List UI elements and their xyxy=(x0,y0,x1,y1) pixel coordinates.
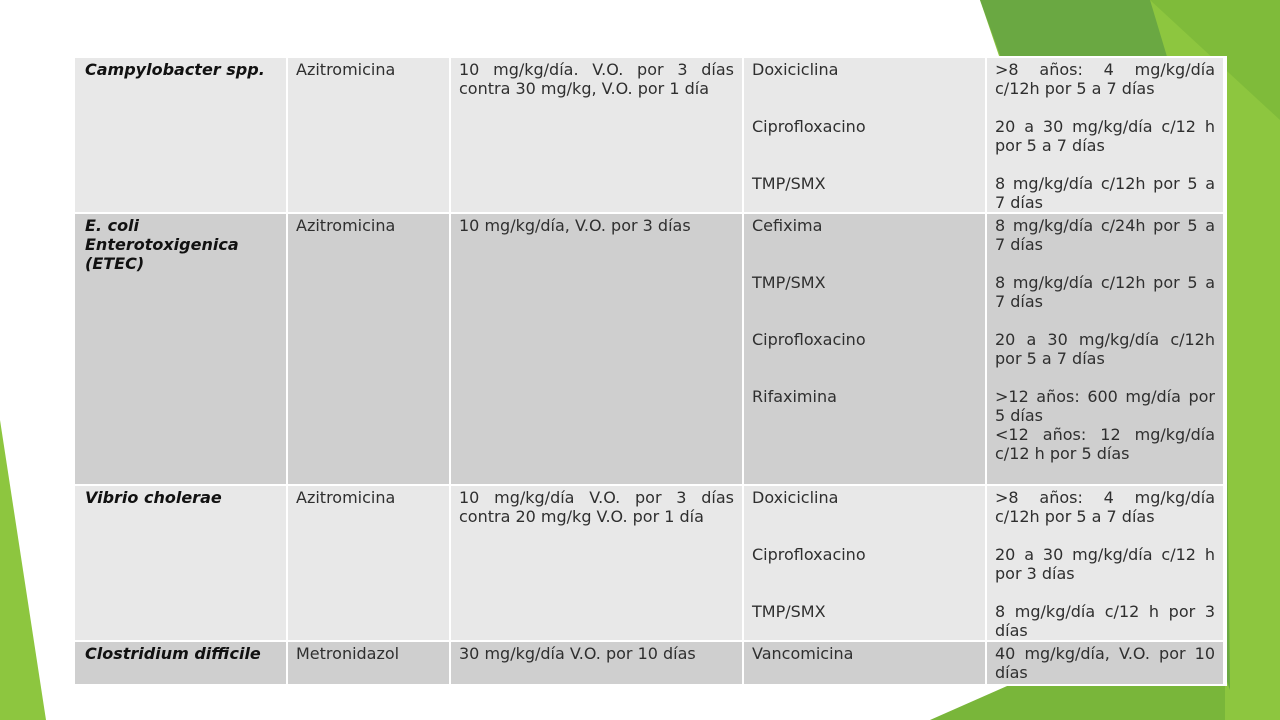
first-line-drug-cell: Azitromicina xyxy=(287,57,450,213)
alt-dose: 20 a 30 mg/kg/día c/12 h por 3 días xyxy=(995,545,1215,583)
left-green-shape xyxy=(0,420,46,720)
alt-drug: Ciprofloxacino xyxy=(752,330,866,349)
alt-dose: >8 años: 4 mg/kg/día c/12h por 5 a 7 días xyxy=(995,488,1215,526)
alt-drug: Ciprofloxacino xyxy=(752,117,866,136)
alt-drug: Doxiciclina xyxy=(752,60,839,79)
alternative-drugs-cell xyxy=(743,641,986,685)
alternative-drugs-cell xyxy=(743,213,986,485)
alt-dose: >12 años: 600 mg/día por 5 días xyxy=(995,387,1215,425)
table-row xyxy=(74,57,1224,213)
alt-drug: Ciprofloxacino xyxy=(752,545,866,564)
dose-cell: 10 mg/kg/día. V.O. por 3 días contra 30 mg/kg, V.O. por 1 día xyxy=(450,57,743,213)
alt-dose: 20 a 30 mg/kg/día c/12 h por 5 a 7 días xyxy=(995,117,1215,155)
organism-cell: E. coli Enterotoxigenica (ETEC) xyxy=(74,213,287,485)
alt-dose: 8 mg/kg/día c/12h por 5 a 7 días xyxy=(995,273,1215,311)
organism-cell: Clostridium difficile xyxy=(74,641,287,685)
organism-cell: Campylobacter spp. xyxy=(74,57,287,213)
alt-dose: <12 años: 12 mg/kg/día c/12 h por 5 días xyxy=(995,425,1215,463)
alt-drug: TMP/SMX xyxy=(752,602,826,621)
alt-drug: TMP/SMX xyxy=(752,174,826,193)
alt-drug: Vancomicina xyxy=(752,644,854,663)
alt-dose: 8 mg/kg/día c/24h por 5 a 7 días xyxy=(995,216,1215,254)
alt-drug: Cefixima xyxy=(752,216,823,235)
first-line-drug-cell: Metronidazol xyxy=(287,641,450,685)
dose-cell: 10 mg/kg/día, V.O. por 3 días xyxy=(450,213,743,485)
table-row xyxy=(74,213,1224,485)
treatment-table-container xyxy=(73,56,1227,686)
alternative-drugs-cell xyxy=(743,485,986,641)
alternative-doses-cell xyxy=(986,485,1224,641)
alt-dose: >8 años: 4 mg/kg/día c/12h por 5 a 7 días xyxy=(995,60,1215,98)
alt-dose: 8 mg/kg/día c/12h por 5 a 7 días xyxy=(995,174,1215,212)
alt-dose: 20 a 30 mg/kg/día c/12h por 5 a 7 días xyxy=(995,330,1215,368)
organism-cell: Vibrio cholerae xyxy=(74,485,287,641)
alternative-doses-cell xyxy=(986,213,1224,485)
alt-dose: 40 mg/kg/día, V.O. por 10 días xyxy=(995,644,1215,682)
dose-cell: 30 mg/kg/día V.O. por 10 días xyxy=(450,641,743,685)
alternative-drugs-cell xyxy=(743,57,986,213)
alternative-doses-cell xyxy=(986,57,1224,213)
alt-drug: Rifaximina xyxy=(752,387,837,406)
alternative-doses-cell xyxy=(986,641,1224,685)
table-row xyxy=(74,641,1224,685)
dose-cell: 10 mg/kg/día V.O. por 3 días contra 20 mg/kg V.O. por 1 día xyxy=(450,485,743,641)
alt-dose: 8 mg/kg/día c/12 h por 3 días xyxy=(995,602,1215,640)
treatment-table xyxy=(73,56,1225,686)
table-row xyxy=(74,485,1224,641)
first-line-drug-cell: Azitromicina xyxy=(287,213,450,485)
alt-drug: Doxiciclina xyxy=(752,488,839,507)
alt-drug: TMP/SMX xyxy=(752,273,826,292)
first-line-drug-cell: Azitromicina xyxy=(287,485,450,641)
